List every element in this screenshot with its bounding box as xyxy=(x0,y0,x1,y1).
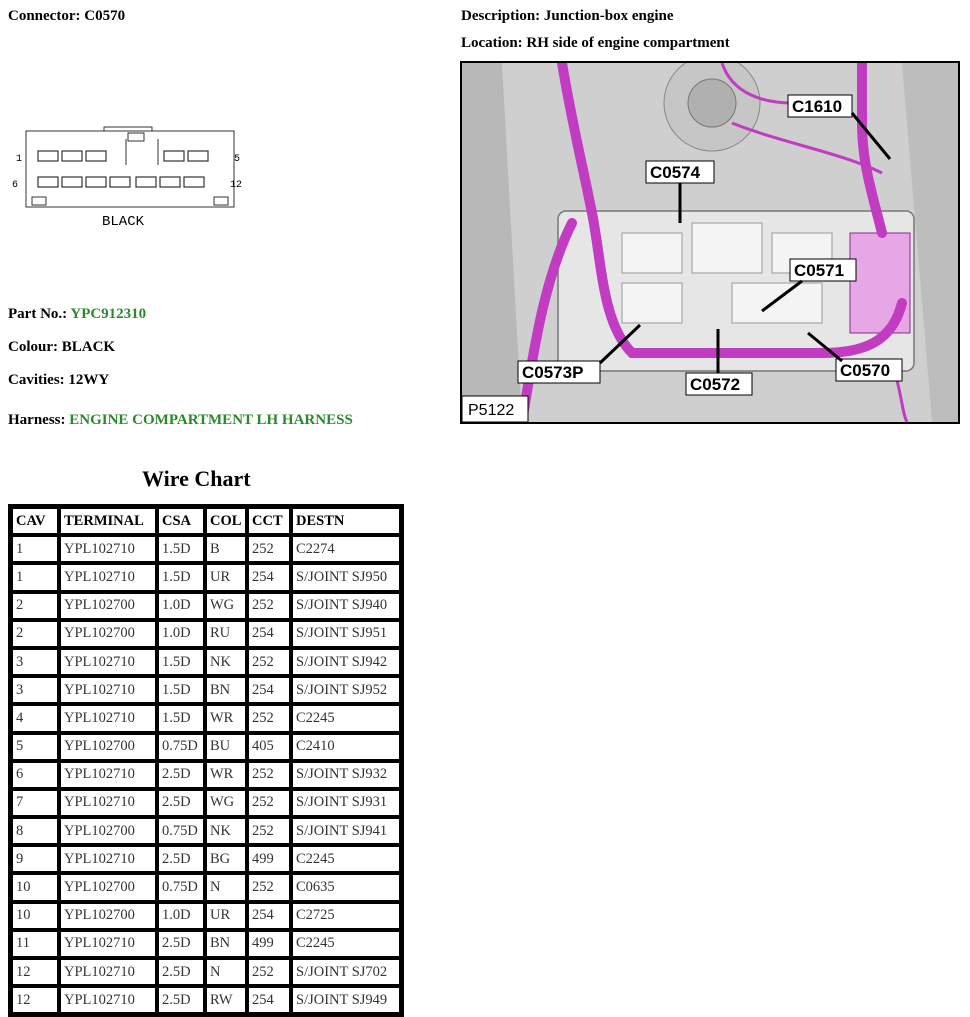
table-cell: 2.5D xyxy=(158,959,204,985)
table-cell: 252 xyxy=(248,818,290,844)
table-cell: 7 xyxy=(12,790,58,816)
table-row xyxy=(12,649,400,675)
wire-chart-table xyxy=(8,504,404,1017)
table-cell: S/JOINT SJ941 xyxy=(292,818,400,844)
table-cell: BU xyxy=(206,734,246,760)
table-cell: 254 xyxy=(248,564,290,590)
table-row xyxy=(12,874,400,900)
table-cell: 1.5D xyxy=(158,677,204,703)
cavity-bottom-6 xyxy=(160,177,180,187)
table-cell: YPL102710 xyxy=(60,649,156,675)
cavity-bottom-4 xyxy=(110,177,130,187)
column-header: CSA xyxy=(158,508,204,534)
table-cell: 1.5D xyxy=(158,705,204,731)
table-cell: RU xyxy=(206,621,246,647)
table-cell: UR xyxy=(206,564,246,590)
table-cell: YPL102710 xyxy=(60,677,156,703)
cavity-top-5 xyxy=(188,151,208,161)
wire-chart-title: Wire Chart xyxy=(142,466,251,491)
table-cell: YPL102710 xyxy=(60,536,156,562)
harness-label: Harness: xyxy=(8,412,66,428)
table-cell: YPL102710 xyxy=(60,705,156,731)
table-cell: S/JOINT SJ949 xyxy=(292,987,400,1013)
part-number xyxy=(8,306,146,323)
table-cell: YPL102700 xyxy=(60,621,156,647)
table-cell: 252 xyxy=(248,790,290,816)
table-cell: 1.5D xyxy=(158,649,204,675)
table-cell: YPL102700 xyxy=(60,734,156,760)
photo-ref: P5122 xyxy=(468,402,515,419)
pin-label-1: 1 xyxy=(16,154,23,165)
table-cell: 1.5D xyxy=(158,536,204,562)
table-cell: 1 xyxy=(12,564,58,590)
table-cell: C2725 xyxy=(292,903,400,929)
cavity-bottom-3 xyxy=(86,177,106,187)
table-row xyxy=(12,564,400,590)
table-cell: 499 xyxy=(248,931,290,957)
table-cell: 4 xyxy=(12,705,58,731)
callout-c0573p: C0573P xyxy=(522,363,584,382)
table-cell: 3 xyxy=(12,649,58,675)
part-number-value: YPC912310 xyxy=(70,306,147,322)
connector-face-diagram xyxy=(8,125,258,235)
cavity-bottom-5 xyxy=(136,177,156,187)
table-cell: 12 xyxy=(12,987,58,1013)
table-row xyxy=(12,621,400,647)
callout-c0571: C0571 xyxy=(794,261,845,280)
table-cell: 3 xyxy=(12,677,58,703)
table-cell: 2.5D xyxy=(158,987,204,1013)
table-cell: WR xyxy=(206,762,246,788)
table-cell: 5 xyxy=(12,734,58,760)
table-cell: C2245 xyxy=(292,846,400,872)
table-cell: YPL102710 xyxy=(60,959,156,985)
callout-c0574: C0574 xyxy=(650,163,701,182)
cavity-bottom-2 xyxy=(62,177,82,187)
table-cell: 254 xyxy=(248,621,290,647)
table-cell: 254 xyxy=(248,987,290,1013)
table-cell: 12 xyxy=(12,959,58,985)
column-header: CCT xyxy=(248,508,290,534)
table-cell: 1.5D xyxy=(158,564,204,590)
table-cell: S/JOINT SJ950 xyxy=(292,564,400,590)
table-row xyxy=(12,846,400,872)
table-row xyxy=(12,790,400,816)
table-row xyxy=(12,818,400,844)
table-row xyxy=(12,593,400,619)
table-cell: 2.5D xyxy=(158,931,204,957)
description-label: Description: Junction-box engine xyxy=(461,8,674,24)
table-cell: 252 xyxy=(248,649,290,675)
table-cell: S/JOINT SJ952 xyxy=(292,677,400,703)
table-cell: 405 xyxy=(248,734,290,760)
table-cell: YPL102710 xyxy=(60,931,156,957)
table-cell: C2410 xyxy=(292,734,400,760)
cavity-top-1 xyxy=(38,151,58,161)
table-cell: S/JOINT SJ951 xyxy=(292,621,400,647)
table-cell: C2245 xyxy=(292,931,400,957)
table-cell: 1.0D xyxy=(158,621,204,647)
table-cell: 0.75D xyxy=(158,874,204,900)
table-cell: 252 xyxy=(248,762,290,788)
table-cell: YPL102700 xyxy=(60,818,156,844)
table-cell: UR xyxy=(206,903,246,929)
table-cell: S/JOINT SJ702 xyxy=(292,959,400,985)
table-cell: 254 xyxy=(248,677,290,703)
cavity-bottom-1 xyxy=(38,177,58,187)
column-header: COL xyxy=(206,508,246,534)
pin-label-6: 6 xyxy=(12,180,19,191)
connector-label: Connector: C0570 xyxy=(8,8,126,24)
table-cell: 252 xyxy=(248,593,290,619)
colour-info: Colour: BLACK xyxy=(8,339,116,355)
table-cell: YPL102700 xyxy=(60,593,156,619)
table-cell: 6 xyxy=(12,762,58,788)
table-cell: 499 xyxy=(248,846,290,872)
column-header: DESTN xyxy=(292,508,400,534)
harness-value: ENGINE COMPARTMENT LH HARNESS xyxy=(69,412,353,428)
table-cell: YPL102710 xyxy=(60,846,156,872)
table-cell: 8 xyxy=(12,818,58,844)
table-cell: RW xyxy=(206,987,246,1013)
table-cell: 252 xyxy=(248,959,290,985)
table-cell: YPL102710 xyxy=(60,790,156,816)
cavity-top-4 xyxy=(164,151,184,161)
table-cell: 1.0D xyxy=(158,593,204,619)
table-cell: 1.0D xyxy=(158,903,204,929)
table-cell: BN xyxy=(206,677,246,703)
table-row xyxy=(12,705,400,731)
table-cell: C2274 xyxy=(292,536,400,562)
column-header: TERMINAL xyxy=(60,508,156,534)
table-row xyxy=(12,931,400,957)
cavity-top-3 xyxy=(86,151,106,161)
table-row xyxy=(12,677,400,703)
table-cell: 254 xyxy=(248,903,290,929)
table-cell: WR xyxy=(206,705,246,731)
callout-c1610: C1610 xyxy=(792,97,843,116)
table-cell: N xyxy=(206,959,246,985)
table-cell: C2245 xyxy=(292,705,400,731)
table-header-row xyxy=(12,508,400,534)
location-label: Location: RH side of engine compartment xyxy=(461,35,730,51)
table-cell: WG xyxy=(206,593,246,619)
harness-info xyxy=(8,412,353,429)
cavity-top-2 xyxy=(62,151,82,161)
table-cell: 11 xyxy=(12,931,58,957)
table-cell: 252 xyxy=(248,874,290,900)
table-cell: C0635 xyxy=(292,874,400,900)
pin-label-5: 5 xyxy=(234,154,241,165)
table-cell: YPL102710 xyxy=(60,762,156,788)
table-row xyxy=(12,734,400,760)
table-cell: NK xyxy=(206,818,246,844)
cavity-bottom-7 xyxy=(184,177,204,187)
table-cell: YPL102700 xyxy=(60,903,156,929)
table-cell: BN xyxy=(206,931,246,957)
table-cell: 9 xyxy=(12,846,58,872)
callout-c0570: C0570 xyxy=(840,361,891,380)
table-cell: N xyxy=(206,874,246,900)
table-cell: YPL102710 xyxy=(60,564,156,590)
table-cell: YPL102700 xyxy=(60,874,156,900)
cavities-info: Cavities: 12WY xyxy=(8,372,110,388)
table-cell: BG xyxy=(206,846,246,872)
table-row xyxy=(12,987,400,1013)
table-cell: 10 xyxy=(12,874,58,900)
column-header: CAV xyxy=(12,508,58,534)
pin-label-12: 12 xyxy=(230,180,243,191)
table-cell: 2.5D xyxy=(158,762,204,788)
table-cell: NK xyxy=(206,649,246,675)
callout-c0572: C0572 xyxy=(690,375,741,394)
table-row xyxy=(12,959,400,985)
table-row xyxy=(12,536,400,562)
table-cell: 2.5D xyxy=(158,846,204,872)
table-cell: S/JOINT SJ932 xyxy=(292,762,400,788)
table-row xyxy=(12,762,400,788)
table-cell: 2.5D xyxy=(158,790,204,816)
location-photo xyxy=(460,61,960,424)
table-cell: S/JOINT SJ942 xyxy=(292,649,400,675)
table-cell: B xyxy=(206,536,246,562)
table-cell: 252 xyxy=(248,536,290,562)
part-number-label: Part No.: xyxy=(8,306,68,322)
table-cell: 0.75D xyxy=(158,734,204,760)
table-cell: YPL102710 xyxy=(60,987,156,1013)
table-cell: 2 xyxy=(12,621,58,647)
table-cell: WG xyxy=(206,790,246,816)
table-cell: 10 xyxy=(12,903,58,929)
table-cell: S/JOINT SJ940 xyxy=(292,593,400,619)
table-cell: 1 xyxy=(12,536,58,562)
table-cell: 2 xyxy=(12,593,58,619)
table-cell: 252 xyxy=(248,705,290,731)
table-cell: 0.75D xyxy=(158,818,204,844)
table-row xyxy=(12,903,400,929)
table-cell: S/JOINT SJ931 xyxy=(292,790,400,816)
connector-colour-caption: BLACK xyxy=(102,214,145,230)
